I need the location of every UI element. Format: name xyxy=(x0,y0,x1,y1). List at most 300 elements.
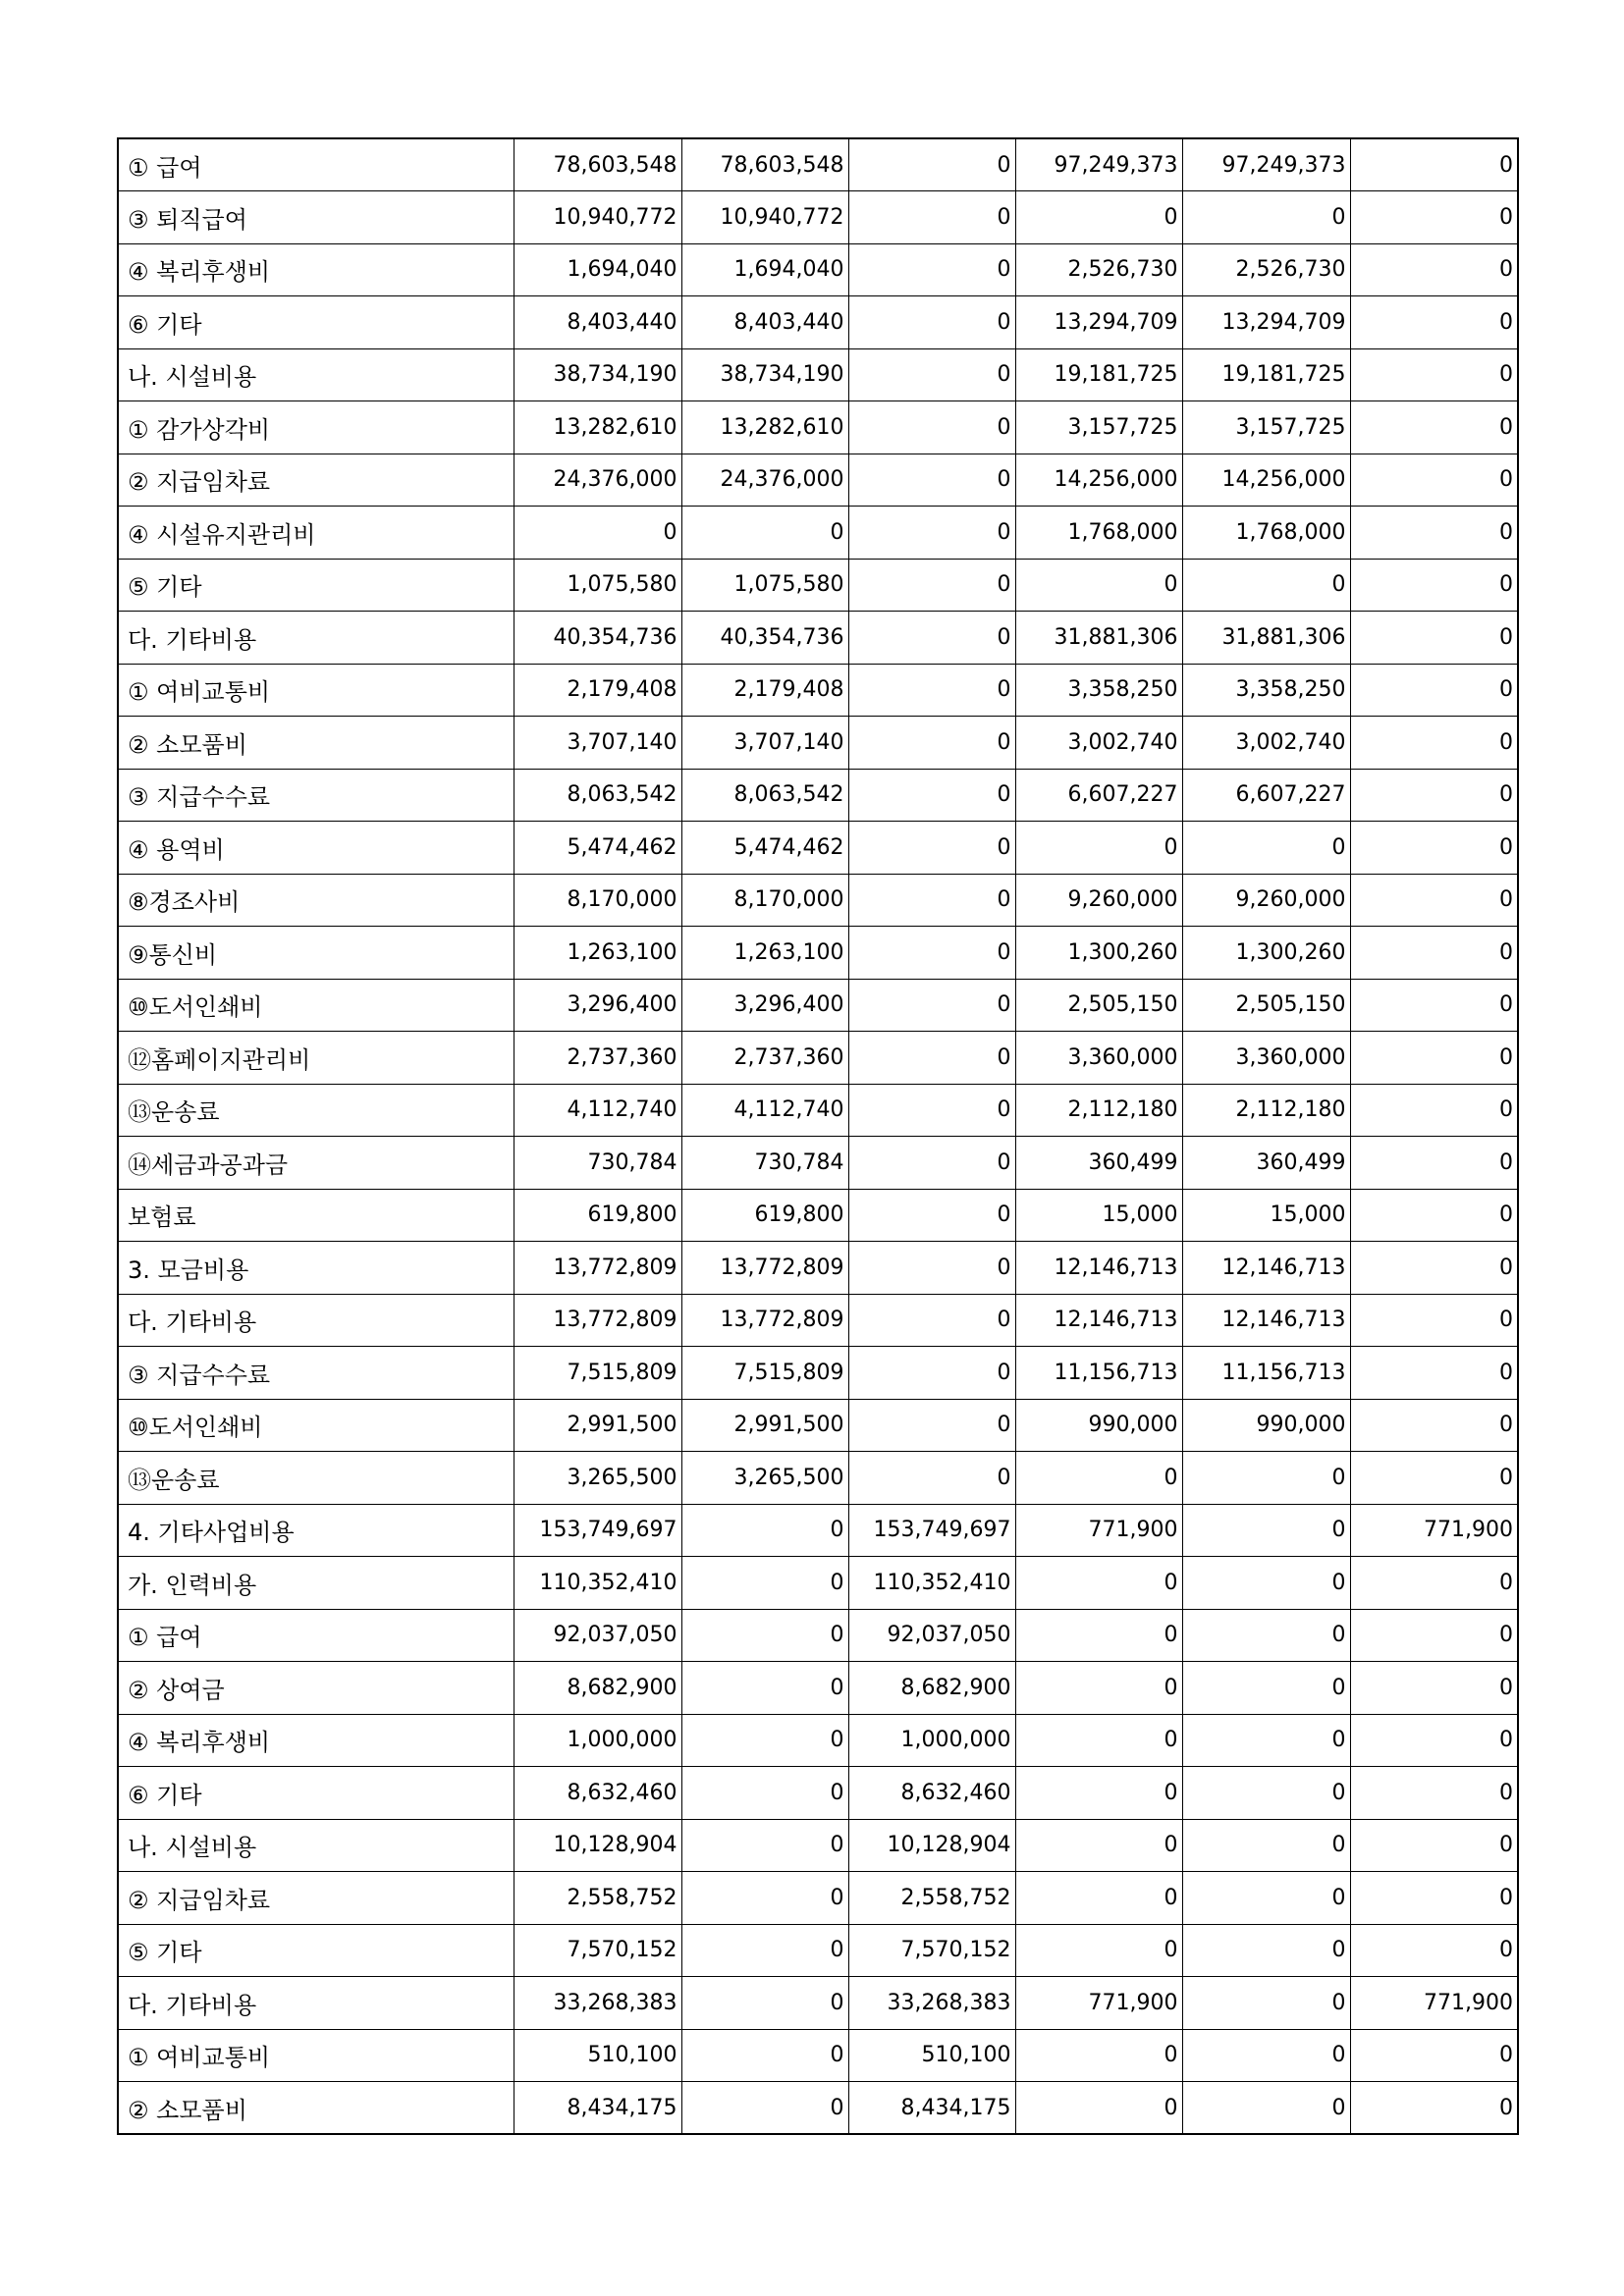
amount-cell: 92,037,050 xyxy=(514,1609,681,1662)
amount-cell: 13,282,610 xyxy=(681,401,848,454)
amount-cell: 619,800 xyxy=(514,1189,681,1242)
amount-cell: 0 xyxy=(1350,1872,1518,1925)
table-row xyxy=(118,1767,1518,1820)
amount-cell: 0 xyxy=(1350,296,1518,349)
amount-cell: 24,376,000 xyxy=(514,454,681,507)
table-row xyxy=(118,717,1518,770)
row-label: ⑬운송료 xyxy=(118,1452,514,1505)
amount-cell: 38,734,190 xyxy=(514,348,681,401)
amount-cell: 771,900 xyxy=(1350,1504,1518,1557)
amount-cell: 0 xyxy=(681,1872,848,1925)
row-label: 다. 기타비용 xyxy=(118,1294,514,1347)
amount-cell: 78,603,548 xyxy=(514,138,681,191)
amount-cell: 5,474,462 xyxy=(514,822,681,875)
amount-cell: 2,526,730 xyxy=(1015,243,1182,296)
row-label: ② 소모품비 xyxy=(118,2082,514,2135)
row-label: 나. 시설비용 xyxy=(118,348,514,401)
amount-cell: 2,991,500 xyxy=(681,1399,848,1452)
amount-cell: 12,146,713 xyxy=(1015,1294,1182,1347)
amount-cell: 0 xyxy=(681,1714,848,1767)
amount-cell: 2,112,180 xyxy=(1015,1084,1182,1137)
amount-cell: 31,881,306 xyxy=(1015,612,1182,665)
amount-cell: 0 xyxy=(848,296,1015,349)
amount-cell: 0 xyxy=(848,717,1015,770)
amount-cell: 0 xyxy=(1182,1714,1350,1767)
row-label: ② 소모품비 xyxy=(118,717,514,770)
amount-cell: 11,156,713 xyxy=(1182,1347,1350,1400)
amount-cell: 8,063,542 xyxy=(514,769,681,822)
row-label: ⑭세금과공과금 xyxy=(118,1137,514,1190)
amount-cell: 78,603,548 xyxy=(681,138,848,191)
row-label: ② 지급임차료 xyxy=(118,1872,514,1925)
amount-cell: 110,352,410 xyxy=(848,1557,1015,1610)
amount-cell: 4,112,740 xyxy=(681,1084,848,1137)
amount-cell: 8,682,900 xyxy=(514,1662,681,1715)
amount-cell: 0 xyxy=(1015,2082,1182,2135)
table-row xyxy=(118,927,1518,980)
amount-cell: 0 xyxy=(848,1294,1015,1347)
amount-cell: 0 xyxy=(681,1977,848,2030)
amount-cell: 0 xyxy=(1015,1662,1182,1715)
amount-cell: 0 xyxy=(1182,1452,1350,1505)
amount-cell: 2,737,360 xyxy=(681,1032,848,1085)
row-label: ④ 용역비 xyxy=(118,822,514,875)
amount-cell: 0 xyxy=(1015,559,1182,612)
table-row xyxy=(118,1294,1518,1347)
amount-cell: 0 xyxy=(514,507,681,560)
amount-cell: 3,265,500 xyxy=(514,1452,681,1505)
table-row xyxy=(118,1242,1518,1295)
table-row xyxy=(118,1714,1518,1767)
amount-cell: 8,170,000 xyxy=(514,874,681,927)
table-row xyxy=(118,1557,1518,1610)
amount-cell: 11,156,713 xyxy=(1015,1347,1182,1400)
amount-cell: 0 xyxy=(681,1767,848,1820)
amount-cell: 97,249,373 xyxy=(1182,138,1350,191)
amount-cell: 8,434,175 xyxy=(848,2082,1015,2135)
amount-cell: 0 xyxy=(848,979,1015,1032)
amount-cell: 0 xyxy=(1350,1084,1518,1137)
amount-cell: 0 xyxy=(848,191,1015,244)
amount-cell: 730,784 xyxy=(681,1137,848,1190)
amount-cell: 0 xyxy=(681,507,848,560)
amount-cell: 6,607,227 xyxy=(1182,769,1350,822)
amount-cell: 1,000,000 xyxy=(514,1714,681,1767)
amount-cell: 0 xyxy=(1182,559,1350,612)
amount-cell: 0 xyxy=(848,507,1015,560)
expense-table-body xyxy=(118,138,1518,2134)
amount-cell: 510,100 xyxy=(514,2029,681,2082)
amount-cell: 0 xyxy=(1350,1452,1518,1505)
amount-cell: 2,179,408 xyxy=(514,664,681,717)
amount-cell: 12,146,713 xyxy=(1182,1242,1350,1295)
table-row xyxy=(118,2029,1518,2082)
amount-cell: 0 xyxy=(1015,1557,1182,1610)
amount-cell: 7,570,152 xyxy=(848,1924,1015,1977)
row-label: ⑤ 기타 xyxy=(118,559,514,612)
amount-cell: 13,294,709 xyxy=(1182,296,1350,349)
amount-cell: 8,403,440 xyxy=(514,296,681,349)
row-label: ③ 지급수수료 xyxy=(118,769,514,822)
row-label: ⑧경조사비 xyxy=(118,874,514,927)
amount-cell: 0 xyxy=(848,1347,1015,1400)
amount-cell: 0 xyxy=(1350,927,1518,980)
amount-cell: 0 xyxy=(681,2082,848,2135)
amount-cell: 0 xyxy=(1350,348,1518,401)
amount-cell: 10,940,772 xyxy=(681,191,848,244)
amount-cell: 0 xyxy=(1350,1924,1518,1977)
amount-cell: 0 xyxy=(1350,1819,1518,1872)
amount-cell: 0 xyxy=(1182,191,1350,244)
amount-cell: 40,354,736 xyxy=(681,612,848,665)
amount-cell: 771,900 xyxy=(1015,1504,1182,1557)
amount-cell: 0 xyxy=(848,401,1015,454)
row-label: ④ 복리후생비 xyxy=(118,1714,514,1767)
table-row xyxy=(118,874,1518,927)
row-label: ① 감가상각비 xyxy=(118,401,514,454)
table-row xyxy=(118,507,1518,560)
amount-cell: 730,784 xyxy=(514,1137,681,1190)
amount-cell: 9,260,000 xyxy=(1015,874,1182,927)
row-label: ④ 시설유지관리비 xyxy=(118,507,514,560)
table-row xyxy=(118,1452,1518,1505)
amount-cell: 3,358,250 xyxy=(1182,664,1350,717)
amount-cell: 13,294,709 xyxy=(1015,296,1182,349)
row-label: ① 여비교통비 xyxy=(118,664,514,717)
amount-cell: 110,352,410 xyxy=(514,1557,681,1610)
amount-cell: 2,737,360 xyxy=(514,1032,681,1085)
amount-cell: 0 xyxy=(1350,559,1518,612)
amount-cell: 3,707,140 xyxy=(681,717,848,770)
amount-cell: 0 xyxy=(1350,979,1518,1032)
table-row xyxy=(118,1977,1518,2030)
row-label: ⑨통신비 xyxy=(118,927,514,980)
amount-cell: 0 xyxy=(848,874,1015,927)
amount-cell: 0 xyxy=(1015,822,1182,875)
amount-cell: 1,263,100 xyxy=(681,927,848,980)
row-label: ⑥ 기타 xyxy=(118,1767,514,1820)
amount-cell: 2,112,180 xyxy=(1182,1084,1350,1137)
amount-cell: 4,112,740 xyxy=(514,1084,681,1137)
amount-cell: 8,434,175 xyxy=(514,2082,681,2135)
amount-cell: 0 xyxy=(1015,191,1182,244)
amount-cell: 0 xyxy=(1350,717,1518,770)
amount-cell: 8,632,460 xyxy=(514,1767,681,1820)
amount-cell: 0 xyxy=(1182,822,1350,875)
row-label: 3. 모금비용 xyxy=(118,1242,514,1295)
table-row xyxy=(118,243,1518,296)
amount-cell: 0 xyxy=(1350,664,1518,717)
amount-cell: 0 xyxy=(1015,1452,1182,1505)
amount-cell: 12,146,713 xyxy=(1182,1294,1350,1347)
amount-cell: 990,000 xyxy=(1015,1399,1182,1452)
amount-cell: 6,607,227 xyxy=(1015,769,1182,822)
table-row xyxy=(118,401,1518,454)
amount-cell: 0 xyxy=(848,138,1015,191)
amount-cell: 0 xyxy=(1182,1662,1350,1715)
amount-cell: 0 xyxy=(1350,2082,1518,2135)
amount-cell: 0 xyxy=(1350,1137,1518,1190)
amount-cell: 7,515,809 xyxy=(681,1347,848,1400)
table-row xyxy=(118,612,1518,665)
amount-cell: 1,768,000 xyxy=(1015,507,1182,560)
amount-cell: 0 xyxy=(1350,769,1518,822)
table-row xyxy=(118,191,1518,244)
table-row xyxy=(118,664,1518,717)
table-row xyxy=(118,1137,1518,1190)
amount-cell: 360,499 xyxy=(1182,1137,1350,1190)
amount-cell: 1,075,580 xyxy=(681,559,848,612)
amount-cell: 0 xyxy=(681,1504,848,1557)
amount-cell: 5,474,462 xyxy=(681,822,848,875)
amount-cell: 153,749,697 xyxy=(514,1504,681,1557)
table-row xyxy=(118,979,1518,1032)
amount-cell: 40,354,736 xyxy=(514,612,681,665)
amount-cell: 0 xyxy=(1182,1504,1350,1557)
amount-cell: 0 xyxy=(848,822,1015,875)
table-row xyxy=(118,348,1518,401)
amount-cell: 0 xyxy=(1350,1032,1518,1085)
amount-cell: 2,558,752 xyxy=(848,1872,1015,1925)
amount-cell: 360,499 xyxy=(1015,1137,1182,1190)
amount-cell: 0 xyxy=(1350,1399,1518,1452)
amount-cell: 0 xyxy=(1182,1609,1350,1662)
amount-cell: 0 xyxy=(681,1662,848,1715)
amount-cell: 0 xyxy=(1350,1714,1518,1767)
amount-cell: 13,772,809 xyxy=(514,1294,681,1347)
amount-cell: 0 xyxy=(1350,1242,1518,1295)
amount-cell: 0 xyxy=(1015,1609,1182,1662)
row-label: ⑤ 기타 xyxy=(118,1924,514,1977)
row-label: ⑬운송료 xyxy=(118,1084,514,1137)
table-row xyxy=(118,1189,1518,1242)
table-row xyxy=(118,1399,1518,1452)
amount-cell: 10,940,772 xyxy=(514,191,681,244)
amount-cell: 33,268,383 xyxy=(848,1977,1015,2030)
amount-cell: 0 xyxy=(1350,874,1518,927)
table-row xyxy=(118,2082,1518,2135)
table-row xyxy=(118,559,1518,612)
amount-cell: 15,000 xyxy=(1182,1189,1350,1242)
amount-cell: 0 xyxy=(1350,822,1518,875)
amount-cell: 8,682,900 xyxy=(848,1662,1015,1715)
amount-cell: 14,256,000 xyxy=(1015,454,1182,507)
amount-cell: 771,900 xyxy=(1350,1977,1518,2030)
amount-cell: 13,772,809 xyxy=(514,1242,681,1295)
amount-cell: 1,300,260 xyxy=(1182,927,1350,980)
amount-cell: 0 xyxy=(1350,1662,1518,1715)
amount-cell: 0 xyxy=(1350,1557,1518,1610)
amount-cell: 3,296,400 xyxy=(514,979,681,1032)
row-label: 다. 기타비용 xyxy=(118,1977,514,2030)
amount-cell: 0 xyxy=(848,769,1015,822)
amount-cell: 3,157,725 xyxy=(1182,401,1350,454)
amount-cell: 19,181,725 xyxy=(1182,348,1350,401)
amount-cell: 8,170,000 xyxy=(681,874,848,927)
row-label: ③ 퇴직급여 xyxy=(118,191,514,244)
amount-cell: 15,000 xyxy=(1015,1189,1182,1242)
row-label: 보험료 xyxy=(118,1189,514,1242)
table-row xyxy=(118,138,1518,191)
amount-cell: 510,100 xyxy=(848,2029,1015,2082)
amount-cell: 7,515,809 xyxy=(514,1347,681,1400)
amount-cell: 2,558,752 xyxy=(514,1872,681,1925)
amount-cell: 0 xyxy=(1015,2029,1182,2082)
amount-cell: 38,734,190 xyxy=(681,348,848,401)
amount-cell: 12,146,713 xyxy=(1015,1242,1182,1295)
table-row xyxy=(118,454,1518,507)
row-label: ① 급여 xyxy=(118,138,514,191)
amount-cell: 10,128,904 xyxy=(514,1819,681,1872)
amount-cell: 1,694,040 xyxy=(514,243,681,296)
row-label: ⑩도서인쇄비 xyxy=(118,1399,514,1452)
amount-cell: 92,037,050 xyxy=(848,1609,1015,1662)
table-row xyxy=(118,1084,1518,1137)
amount-cell: 0 xyxy=(848,454,1015,507)
amount-cell: 0 xyxy=(848,243,1015,296)
amount-cell: 3,157,725 xyxy=(1015,401,1182,454)
row-label: ③ 지급수수료 xyxy=(118,1347,514,1400)
amount-cell: 8,063,542 xyxy=(681,769,848,822)
amount-cell: 0 xyxy=(1350,1294,1518,1347)
row-label: 가. 인력비용 xyxy=(118,1557,514,1610)
amount-cell: 0 xyxy=(1182,1977,1350,2030)
amount-cell: 31,881,306 xyxy=(1182,612,1350,665)
row-label: ⑥ 기타 xyxy=(118,296,514,349)
amount-cell: 13,282,610 xyxy=(514,401,681,454)
amount-cell: 0 xyxy=(1350,1609,1518,1662)
amount-cell: 2,179,408 xyxy=(681,664,848,717)
amount-cell: 0 xyxy=(848,927,1015,980)
row-label: ⑫홈페이지관리비 xyxy=(118,1032,514,1085)
amount-cell: 0 xyxy=(1350,191,1518,244)
expense-table xyxy=(117,137,1519,2135)
amount-cell: 3,296,400 xyxy=(681,979,848,1032)
amount-cell: 153,749,697 xyxy=(848,1504,1015,1557)
amount-cell: 0 xyxy=(1015,1767,1182,1820)
amount-cell: 3,002,740 xyxy=(1182,717,1350,770)
amount-cell: 3,358,250 xyxy=(1015,664,1182,717)
amount-cell: 0 xyxy=(681,1924,848,1977)
amount-cell: 0 xyxy=(681,1557,848,1610)
amount-cell: 0 xyxy=(1182,1872,1350,1925)
table-row xyxy=(118,1347,1518,1400)
amount-cell: 8,403,440 xyxy=(681,296,848,349)
table-row xyxy=(118,1032,1518,1085)
amount-cell: 0 xyxy=(681,1819,848,1872)
row-label: 4. 기타사업비용 xyxy=(118,1504,514,1557)
amount-cell: 13,772,809 xyxy=(681,1294,848,1347)
amount-cell: 0 xyxy=(1015,1872,1182,1925)
amount-cell: 0 xyxy=(1015,1924,1182,1977)
table-row xyxy=(118,1662,1518,1715)
amount-cell: 1,300,260 xyxy=(1015,927,1182,980)
amount-cell: 0 xyxy=(1350,1767,1518,1820)
amount-cell: 0 xyxy=(1182,1767,1350,1820)
amount-cell: 0 xyxy=(1182,2082,1350,2135)
amount-cell: 0 xyxy=(848,1399,1015,1452)
amount-cell: 0 xyxy=(1015,1714,1182,1767)
row-label: ② 상여금 xyxy=(118,1662,514,1715)
amount-cell: 1,768,000 xyxy=(1182,507,1350,560)
amount-cell: 0 xyxy=(1350,243,1518,296)
amount-cell: 0 xyxy=(1350,1189,1518,1242)
amount-cell: 0 xyxy=(1350,1347,1518,1400)
amount-cell: 2,526,730 xyxy=(1182,243,1350,296)
row-label: ⑩도서인쇄비 xyxy=(118,979,514,1032)
amount-cell: 8,632,460 xyxy=(848,1767,1015,1820)
amount-cell: 3,002,740 xyxy=(1015,717,1182,770)
amount-cell: 0 xyxy=(848,1032,1015,1085)
amount-cell: 0 xyxy=(1182,1819,1350,1872)
amount-cell: 3,360,000 xyxy=(1015,1032,1182,1085)
amount-cell: 0 xyxy=(848,1084,1015,1137)
amount-cell: 0 xyxy=(1350,401,1518,454)
amount-cell: 19,181,725 xyxy=(1015,348,1182,401)
amount-cell: 1,263,100 xyxy=(514,927,681,980)
amount-cell: 33,268,383 xyxy=(514,1977,681,2030)
amount-cell: 0 xyxy=(1182,1557,1350,1610)
amount-cell: 7,570,152 xyxy=(514,1924,681,1977)
row-label: ① 여비교통비 xyxy=(118,2029,514,2082)
table-row xyxy=(118,1609,1518,1662)
table-row xyxy=(118,822,1518,875)
amount-cell: 0 xyxy=(1350,454,1518,507)
amount-cell: 1,075,580 xyxy=(514,559,681,612)
amount-cell: 0 xyxy=(848,1242,1015,1295)
amount-cell: 0 xyxy=(681,2029,848,2082)
amount-cell: 1,000,000 xyxy=(848,1714,1015,1767)
amount-cell: 0 xyxy=(848,1189,1015,1242)
amount-cell: 97,249,373 xyxy=(1015,138,1182,191)
amount-cell: 0 xyxy=(848,348,1015,401)
table-row xyxy=(118,1924,1518,1977)
amount-cell: 9,260,000 xyxy=(1182,874,1350,927)
amount-cell: 0 xyxy=(1182,1924,1350,1977)
amount-cell: 1,694,040 xyxy=(681,243,848,296)
amount-cell: 771,900 xyxy=(1015,1977,1182,2030)
amount-cell: 990,000 xyxy=(1182,1399,1350,1452)
amount-cell: 0 xyxy=(681,1609,848,1662)
row-label: ② 지급임차료 xyxy=(118,454,514,507)
amount-cell: 0 xyxy=(848,664,1015,717)
amount-cell: 24,376,000 xyxy=(681,454,848,507)
amount-cell: 2,505,150 xyxy=(1015,979,1182,1032)
amount-cell: 3,265,500 xyxy=(681,1452,848,1505)
amount-cell: 3,360,000 xyxy=(1182,1032,1350,1085)
amount-cell: 10,128,904 xyxy=(848,1819,1015,1872)
amount-cell: 619,800 xyxy=(681,1189,848,1242)
amount-cell: 0 xyxy=(848,559,1015,612)
amount-cell: 0 xyxy=(1350,2029,1518,2082)
amount-cell: 2,991,500 xyxy=(514,1399,681,1452)
amount-cell: 0 xyxy=(1182,2029,1350,2082)
amount-cell: 13,772,809 xyxy=(681,1242,848,1295)
table-row xyxy=(118,1819,1518,1872)
amount-cell: 3,707,140 xyxy=(514,717,681,770)
row-label: ④ 복리후생비 xyxy=(118,243,514,296)
row-label: 다. 기타비용 xyxy=(118,612,514,665)
table-row xyxy=(118,296,1518,349)
row-label: 나. 시설비용 xyxy=(118,1819,514,1872)
amount-cell: 0 xyxy=(1350,138,1518,191)
amount-cell: 0 xyxy=(1350,612,1518,665)
table-row xyxy=(118,769,1518,822)
amount-cell: 0 xyxy=(1350,507,1518,560)
amount-cell: 14,256,000 xyxy=(1182,454,1350,507)
amount-cell: 0 xyxy=(1015,1819,1182,1872)
table-row xyxy=(118,1504,1518,1557)
